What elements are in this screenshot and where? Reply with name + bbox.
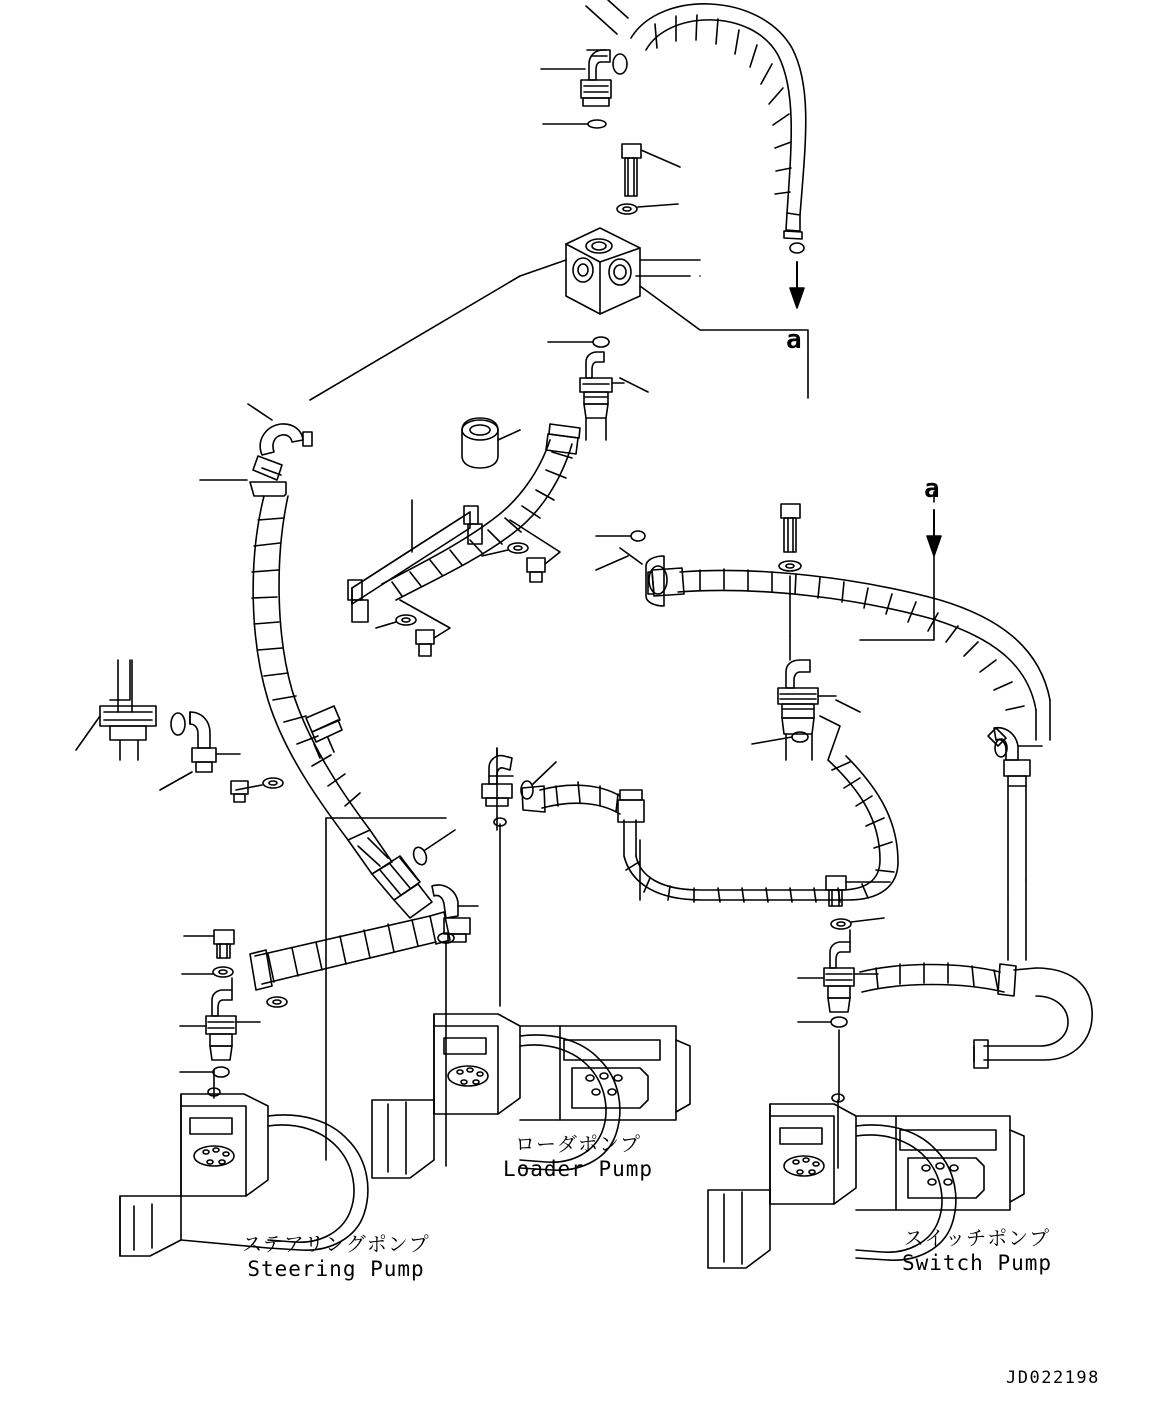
drawing-number: JD022198 bbox=[1006, 1368, 1100, 1388]
switch-pump-label-jp: スイッチポンプ bbox=[903, 1226, 1051, 1250]
loader-pump-label-jp: ローダポンプ bbox=[515, 1132, 641, 1156]
component-label-switch-pump bbox=[862, 1222, 1092, 1275]
loader-pump-label-en: Loader Pump bbox=[502, 1157, 654, 1181]
section-marker-a-right: a bbox=[924, 474, 940, 504]
switch-pump-label-en: Switch Pump bbox=[901, 1251, 1053, 1275]
steering-pump-label-en: Steering Pump bbox=[247, 1257, 425, 1281]
steering-pump-label-jp: ステアリングポンプ bbox=[242, 1232, 430, 1256]
component-label-steering-pump bbox=[216, 1228, 456, 1281]
component-label-loader-pump bbox=[468, 1128, 688, 1181]
section-marker-a-top: a bbox=[786, 325, 802, 355]
